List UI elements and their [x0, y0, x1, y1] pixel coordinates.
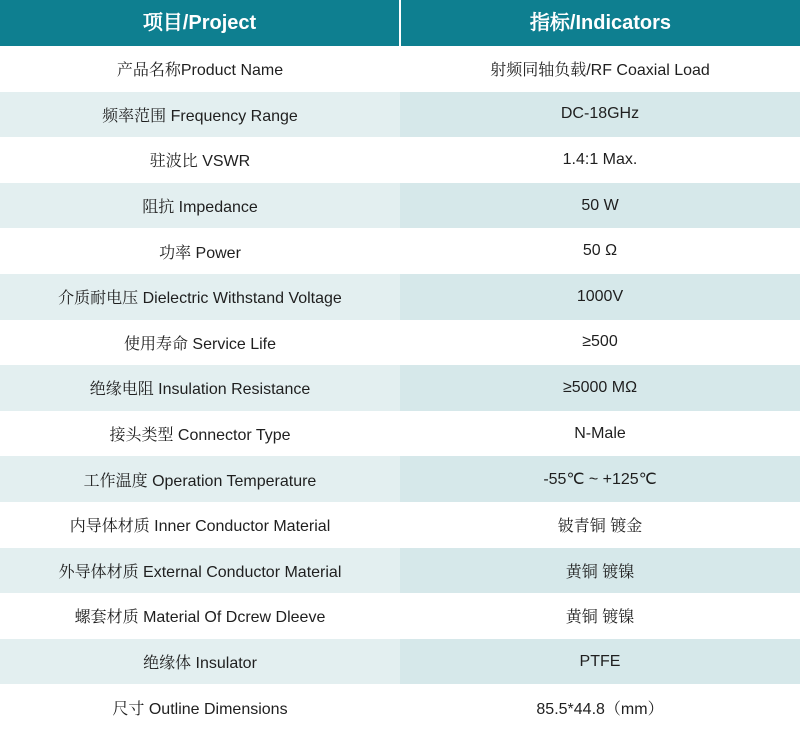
table-row: [0, 228, 800, 274]
cell-indicator: 黄铜 镀镍: [400, 548, 800, 594]
table-row: [0, 320, 800, 366]
cell-project: 接头类型 Connector Type: [0, 411, 400, 457]
cell-indicator: 1000V: [400, 274, 800, 320]
cell-project: 使用寿命 Service Life: [0, 320, 400, 366]
cell-project: 尺寸 Outline Dimensions: [0, 684, 400, 730]
cell-indicator: ≥500: [400, 320, 800, 366]
column-header-indicators: 指标/Indicators: [400, 0, 800, 46]
cell-indicator: ≥5000 MΩ: [400, 365, 800, 411]
table-row: [0, 46, 800, 92]
table-row: [0, 684, 800, 730]
table-row: [0, 92, 800, 138]
cell-project: 绝缘体 Insulator: [0, 639, 400, 685]
table-body: [0, 46, 800, 730]
cell-indicator: PTFE: [400, 639, 800, 685]
table-row: [0, 593, 800, 639]
cell-indicator: 50 Ω: [400, 228, 800, 274]
cell-project: 功率 Power: [0, 228, 400, 274]
table-row: [0, 365, 800, 411]
table-header-row: [0, 0, 800, 46]
cell-project: 频率范围 Frequency Range: [0, 92, 400, 138]
cell-indicator: 黄铜 镀镍: [400, 593, 800, 639]
table-row: [0, 274, 800, 320]
table-row: [0, 137, 800, 183]
table-row: [0, 639, 800, 685]
cell-project: 阻抗 Impedance: [0, 183, 400, 229]
table-row: [0, 411, 800, 457]
table-row: [0, 456, 800, 502]
cell-project: 工作温度 Operation Temperature: [0, 456, 400, 502]
cell-project: 外导体材质 External Conductor Material: [0, 548, 400, 594]
cell-project: 绝缘电阻 Insulation Resistance: [0, 365, 400, 411]
table-row: [0, 502, 800, 548]
cell-indicator: N-Male: [400, 411, 800, 457]
cell-project: 介质耐电压 Dielectric Withstand Voltage: [0, 274, 400, 320]
cell-indicator: 铍青铜 镀金: [400, 502, 800, 548]
table-row: [0, 183, 800, 229]
cell-indicator: -55℃ ~ +125℃: [400, 456, 800, 502]
cell-indicator: 射频同轴负载/RF Coaxial Load: [400, 46, 800, 92]
cell-indicator: 85.5*44.8（mm）: [400, 684, 800, 730]
cell-project: 内导体材质 Inner Conductor Material: [0, 502, 400, 548]
cell-indicator: 1.4:1 Max.: [400, 137, 800, 183]
table-header: [0, 0, 800, 46]
cell-project: 螺套材质 Material Of Dcrew Dleeve: [0, 593, 400, 639]
cell-project: 产品名称Product Name: [0, 46, 400, 92]
cell-project: 驻波比 VSWR: [0, 137, 400, 183]
column-header-project: 项目/Project: [0, 0, 400, 46]
table-row: [0, 548, 800, 594]
cell-indicator: DC-18GHz: [400, 92, 800, 138]
cell-indicator: 50 W: [400, 183, 800, 229]
